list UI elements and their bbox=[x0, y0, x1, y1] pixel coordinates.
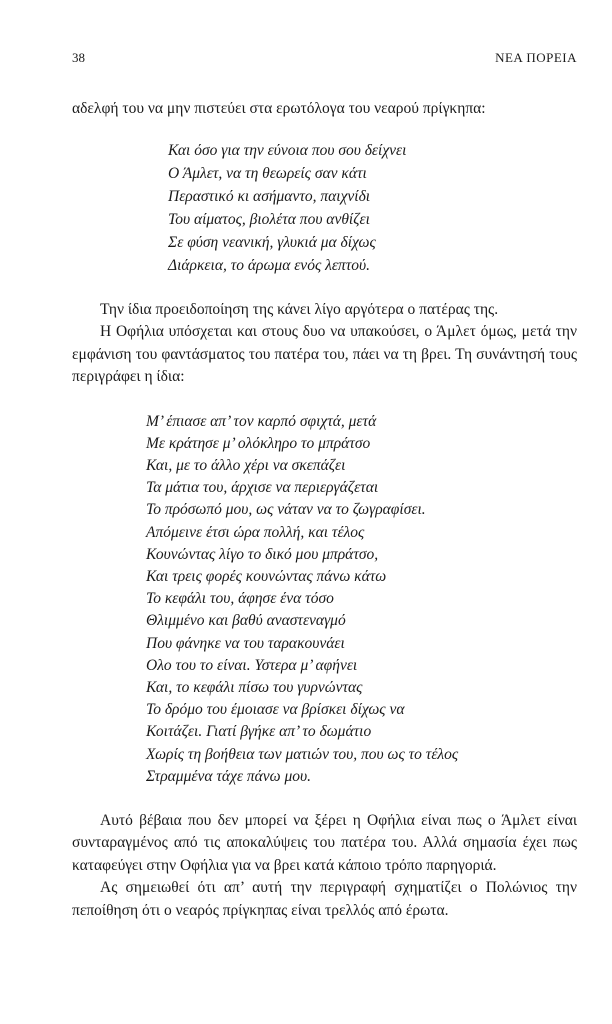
poem-line: Περαστικό κι ασήμαντο, παιχνίδι bbox=[168, 187, 371, 205]
intro-line: αδελφή του να μην πιστεύει στα ερωτόλογα του νεαρού πρίγκηπα: bbox=[72, 100, 486, 117]
poem-line: Τα μάτια του, άρχισε να περιεργάζεται bbox=[146, 479, 379, 497]
poem-line: Ο Άμλετ, να τη θεωρείς σαν κάτι bbox=[168, 164, 367, 182]
paragraph: Ας σημειωθεί ότι απ’ αυτή την περιγραφή σχηματίζει ο Πολώνιος την πεποίθηση ότι ο νεαρός πρίγκηπας είναι τρελλός από έρωτα. bbox=[72, 879, 577, 919]
poem-line: Και, με το άλλο χέρι να σκεπάζει bbox=[146, 456, 346, 474]
paragraph: Η Οφήλια υπόσχεται και στους δυο να υπακούσει, ο Άμλετ όμως, μετά την εμφάνιση του φαντάσματος του πατέρα του, πάει να τη βρει. Τη συνάντησή τους περιγράφει η ίδια: bbox=[72, 323, 577, 385]
poem-line: Του αίματος, βιολέτα που ανθίζει bbox=[168, 210, 370, 228]
poem-line: Χωρίς τη βοήθεια των ματιών του, που ως το τέλος bbox=[146, 745, 459, 763]
paragraph: Την ίδια προειδοποίηση της κάνει λίγο αργότερα ο πατέρας της. bbox=[100, 300, 499, 318]
poem-line: Απόμεινε έτσι ώρα πολλή, και τέλος bbox=[146, 523, 365, 541]
poem-quote-1 bbox=[72, 139, 577, 277]
poem-line: Ολο του το είναι. Υστερα μ’ αφήνει bbox=[146, 656, 358, 674]
poem-line: Και, το κεφάλι πίσω του γυρνώντας bbox=[146, 678, 363, 696]
poem-line: Το δρόμο του έμοιασε να βρίσκει δίχως να bbox=[146, 701, 405, 719]
page-number: 38 bbox=[72, 50, 85, 65]
poem-quote-2 bbox=[72, 411, 577, 788]
page-body bbox=[72, 98, 577, 922]
poem-line: Το πρόσωπό μου, ως νάταν να το ζωγραφίσει. bbox=[146, 501, 426, 519]
running-head: ΝΕΑ ΠΟΡΕΙΑ bbox=[495, 50, 577, 65]
poem-line: Μ’ έπιασε απ’ τον καρπό σφιχτά, μετά bbox=[146, 412, 377, 430]
paragraph: Αυτό βέβαια που δεν μπορεί να ξέρει η Οφήλια είναι πως ο Άμλετ είναι συνταραγμένος από τις αποκαλύψεις του πατέρα του. Αλλά σημασία έχει πως καταφεύγει στην Οφήλια για να βρει κατά κάποιο τρόπο παρηγοριά. bbox=[72, 811, 577, 874]
poem-line: Με κράτησε μ’ ολόκληρο το μπράτσο bbox=[146, 434, 371, 452]
poem-line: Σε φύση νεανική, γλυκιά μα δίχως bbox=[168, 233, 376, 251]
poem-line: Και όσο για την εύνοια που σου δείχνει bbox=[168, 141, 407, 159]
poem-line: Κοιτάζει. Γιατί βγήκε απ’ το δωμάτιο bbox=[146, 723, 372, 741]
poem-line: Διάρκεια, το άρωμα ενός λεπτού. bbox=[168, 256, 370, 274]
poem-line: Και τρεις φορές κουνώντας πάνω κάτω bbox=[146, 567, 387, 585]
page-header bbox=[72, 50, 577, 70]
poem-line: Που φάνηκε να του ταρακουνάει bbox=[146, 634, 345, 652]
poem-line: Θλιμμένο και βαθύ αναστεναγμό bbox=[146, 612, 346, 630]
poem-line: Το κεφάλι του, άφησε ένα τόσο bbox=[146, 590, 334, 608]
poem-line: Στραμμένα τάχε πάνω μου. bbox=[146, 767, 311, 785]
poem-line: Κουνώντας λίγο το δικό μου μπράτσο, bbox=[146, 545, 379, 563]
